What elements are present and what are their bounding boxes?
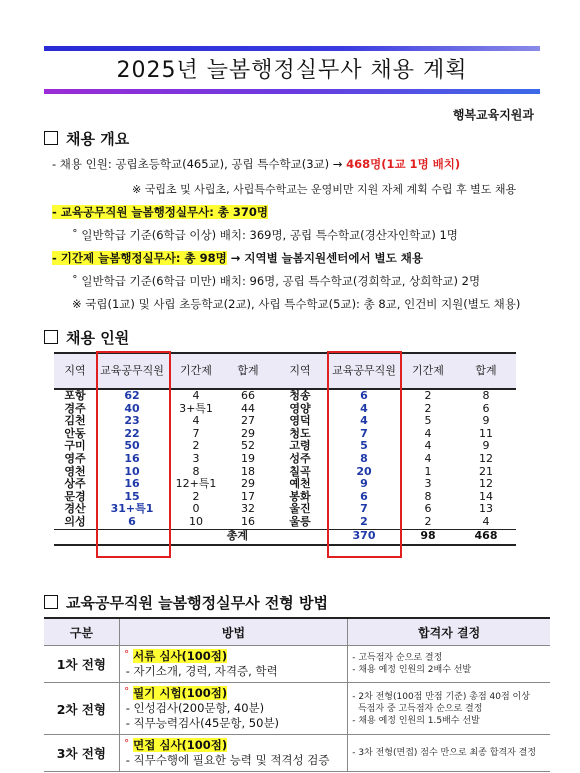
recruit-cell: 16	[124, 477, 140, 491]
recruit-cell: 2	[360, 514, 368, 528]
recruit-cell: 50	[124, 439, 140, 453]
recruit-header-cell: 기간제	[168, 353, 224, 389]
selection-table	[44, 617, 550, 772]
recruit-row	[54, 440, 516, 453]
selection-stage: 3차 전형	[44, 735, 119, 772]
recruit-row	[54, 503, 516, 516]
recruit-cell: 4	[360, 414, 368, 428]
recruit-cell: 영덕	[289, 414, 311, 428]
recruit-row	[54, 415, 516, 428]
recruit-header-cell: 교육공무직원	[96, 353, 168, 389]
recruit-cell: 40	[124, 401, 140, 415]
recruit-cell: 13	[479, 502, 493, 516]
recruit-cell: 10	[124, 464, 140, 478]
recruit-cell: 16	[124, 451, 140, 465]
selection-row	[44, 683, 550, 735]
recruit-row	[54, 389, 516, 403]
recruit-cell: 7	[192, 426, 200, 440]
overview-line-2: ※ 국립초 및 사립초, 사립특수학교는 운영비만 지원 자체 계획 수립 후 별도 채용	[132, 183, 517, 196]
recruit-cell: 27	[241, 414, 255, 428]
recruit-cell: 7	[360, 426, 368, 440]
recruit-cell: 11	[479, 426, 493, 440]
recruit-cell: 62	[124, 389, 140, 402]
recruit-cell: 29	[241, 426, 255, 440]
office-name: 행복교육지원과	[452, 108, 534, 122]
recruit-cell: 경산	[64, 502, 86, 516]
selection-method	[119, 646, 348, 683]
selection-row	[44, 646, 550, 683]
recruit-cell: 의성	[64, 514, 86, 528]
page-title: 2025년 늘봄행정실무사 채용 계획	[116, 58, 468, 83]
recruit-cell: 6	[360, 489, 368, 503]
recruit-cell: 1	[424, 464, 432, 478]
recruit-row	[54, 516, 516, 529]
recruit-cell: 44	[241, 401, 255, 415]
selection-result	[348, 646, 550, 683]
recruit-cell: 5	[360, 439, 368, 453]
selection-method	[119, 735, 348, 772]
bullet-icon: ˚	[123, 649, 134, 663]
overview-line-1: - 채용 인원: 공립초등학교(465교), 공립 특수학교(3교) → 468명(1교 1명 배치)	[52, 157, 461, 171]
recruit-cell: 영주	[64, 451, 86, 465]
recruit-cell: 울진	[289, 502, 311, 516]
recruit-cell: 경주	[64, 401, 86, 415]
recruit-cell: 4	[424, 439, 432, 453]
recruit-header-cell: 지역	[272, 353, 328, 389]
recruit-total-label: 총계	[54, 529, 328, 545]
overview-line-5: - 기간제 늘봄행정실무사: 총 98명 → 지역별 늘봄지원센터에서 별도 채용	[52, 251, 423, 265]
recruit-table	[54, 352, 516, 546]
recruit-cell: 영천	[64, 464, 86, 478]
recruit-cell: 2	[192, 489, 200, 503]
result-line: 득점자 중 고득점자 순으로 결정	[352, 703, 483, 714]
recruit-cell: 4	[482, 514, 490, 528]
recruit-cell: 청도	[289, 426, 311, 440]
recruit-cell: 청송	[289, 389, 311, 402]
recruit-cell: 안동	[64, 426, 86, 440]
recruit-cell: 0	[192, 502, 200, 516]
section-heading-recruit: 채용 인원	[44, 327, 129, 348]
recruit-cell: 6	[360, 389, 368, 402]
recruit-cell: 17	[241, 489, 255, 503]
recruit-total-value: 370	[328, 529, 400, 545]
recruit-cell: 20	[356, 464, 372, 478]
recruit-cell: 29	[241, 477, 255, 491]
recruit-total-row	[54, 529, 516, 545]
recruit-cell: 4	[424, 451, 432, 465]
recruit-cell: 4	[192, 414, 200, 428]
recruit-cell: 2	[424, 514, 432, 528]
title-bottom-bar	[44, 89, 540, 94]
recruit-header-cell: 합계	[456, 353, 516, 389]
recruit-cell: 6	[482, 401, 490, 415]
overview-line-4: ˚ 일반학급 기준(6학급 이상) 배치: 369명, 공립 특수학교(경산자인학교) 1명	[72, 228, 458, 242]
recruit-cell: 상주	[64, 477, 86, 491]
recruit-cell: 16	[241, 514, 255, 528]
recruit-cell: 2	[424, 389, 432, 402]
recruit-cell: 4	[192, 389, 200, 402]
selection-stage: 1차 전형	[44, 646, 119, 683]
selection-stage: 2차 전형	[44, 683, 119, 735]
recruit-cell: 5	[424, 414, 432, 428]
method-line: - 직무능력검사(45문항, 50분)	[125, 716, 280, 730]
result-line: - 채용 예정 인원의 1.5배수 선발	[352, 715, 480, 726]
bullet-icon: ˚	[123, 738, 134, 752]
selection-result	[348, 735, 550, 772]
recruit-cell: 3+특1	[179, 401, 213, 415]
selection-header-cell: 합격자 결정	[348, 618, 550, 646]
recruit-cell: 4	[424, 426, 432, 440]
recruit-row	[54, 453, 516, 466]
recruit-total-value: 98	[400, 529, 456, 545]
section-heading-selection: 교육공무직원 늘봄행정실무사 전형 방법	[44, 592, 328, 613]
overview-line-6: ˚ 일반학급 기준(6학급 미만) 배치: 96명, 공립 특수학교(경희학교, 상희학교) 2명	[72, 274, 481, 288]
method-title: 필기 시험(100점)	[133, 686, 228, 700]
recruit-row	[54, 466, 516, 479]
recruit-cell: 울릉	[289, 514, 311, 528]
recruit-cell: 8	[424, 489, 432, 503]
recruit-cell: 2	[192, 439, 200, 453]
method-line: - 인성검사(200문항, 40분)	[125, 701, 265, 715]
selection-header-cell: 방법	[119, 618, 348, 646]
overview-line-3: - 교육공무직원 늘봄행정실무사: 총 370명	[52, 205, 269, 219]
recruit-cell: 3	[192, 451, 200, 465]
recruit-cell: 23	[124, 414, 140, 428]
checkbox-square-icon	[44, 595, 58, 609]
recruit-cell: 14	[479, 489, 493, 503]
recruit-cell: 7	[360, 502, 368, 516]
result-line: - 3차 전형(면접) 점수 만으로 최종 합격자 결정	[352, 748, 537, 758]
recruit-cell: 52	[241, 439, 255, 453]
selection-row	[44, 735, 550, 772]
result-line: - 고득점자 순으로 결정	[352, 653, 443, 663]
recruit-cell: 12+특1	[175, 477, 217, 491]
recruit-total-value: 468	[456, 529, 516, 545]
recruit-cell: 칠곡	[289, 464, 311, 478]
checkbox-square-icon	[44, 131, 58, 145]
recruit-cell: 12	[479, 477, 493, 491]
recruit-cell: 8	[192, 464, 200, 478]
recruit-cell: 22	[124, 426, 140, 440]
result-line: - 2차 전형(100점 만점 기준) 총점 40점 이상	[352, 691, 530, 702]
recruit-cell: 31+특1	[110, 502, 154, 516]
recruit-cell: 9	[482, 439, 490, 453]
recruit-row	[54, 478, 516, 491]
recruit-cell: 8	[360, 451, 368, 465]
recruit-cell: 21	[479, 464, 493, 478]
method-title: 서류 심사(100점)	[133, 649, 228, 663]
title-top-bar	[44, 46, 540, 51]
recruit-cell: 2	[424, 401, 432, 415]
checkbox-square-icon	[44, 330, 58, 344]
recruit-cell: 32	[241, 502, 255, 516]
recruit-cell: 9	[482, 414, 490, 428]
recruit-row	[54, 403, 516, 416]
recruit-header-cell: 교육공무직원	[328, 353, 400, 389]
recruit-cell: 고령	[289, 439, 311, 453]
recruit-cell: 3	[424, 477, 432, 491]
recruit-cell: 예천	[289, 477, 311, 491]
section-heading-overview: 채용 개요	[44, 128, 129, 149]
recruit-header-cell: 합계	[224, 353, 272, 389]
recruit-cell: 66	[241, 389, 255, 402]
recruit-cell: 문경	[64, 489, 86, 503]
method-line: - 자기소개, 경력, 자격증, 학력	[125, 664, 278, 678]
recruit-cell: 18	[241, 464, 255, 478]
recruit-cell: 4	[360, 401, 368, 415]
recruit-row	[54, 428, 516, 441]
recruit-cell: 15	[124, 489, 140, 503]
selection-header-cell: 구분	[44, 618, 119, 646]
method-line: - 직무수행에 필요한 능력 및 적격성 검증	[125, 753, 330, 767]
result-line: - 채용 예정 인원의 2배수 선발	[352, 665, 472, 675]
recruit-cell: 포항	[64, 389, 86, 402]
recruit-header-cell: 지역	[54, 353, 96, 389]
recruit-cell: 봉화	[289, 489, 311, 503]
recruit-cell: 12	[479, 451, 493, 465]
recruit-cell: 영양	[289, 401, 311, 415]
recruit-cell: 구미	[64, 439, 86, 453]
recruit-cell: 김천	[64, 414, 86, 428]
selection-method	[119, 683, 348, 735]
recruit-cell: 성주	[289, 451, 311, 465]
recruit-cell: 6	[128, 514, 136, 528]
recruit-header-cell: 기간제	[400, 353, 456, 389]
method-title: 면접 심사(100점)	[133, 738, 228, 752]
overview-line-7: ※ 국립(1교) 및 사립 초등학교(2교), 사립 특수학교(5교): 총 8교, 인건비 지원(별도 채용)	[72, 297, 521, 311]
recruit-cell: 6	[424, 502, 432, 516]
recruit-cell: 19	[241, 451, 255, 465]
selection-result	[348, 683, 550, 735]
recruit-cell: 10	[189, 514, 203, 528]
recruit-cell: 9	[360, 477, 368, 491]
bullet-icon: ˚	[123, 686, 134, 700]
recruit-cell: 8	[482, 389, 490, 402]
